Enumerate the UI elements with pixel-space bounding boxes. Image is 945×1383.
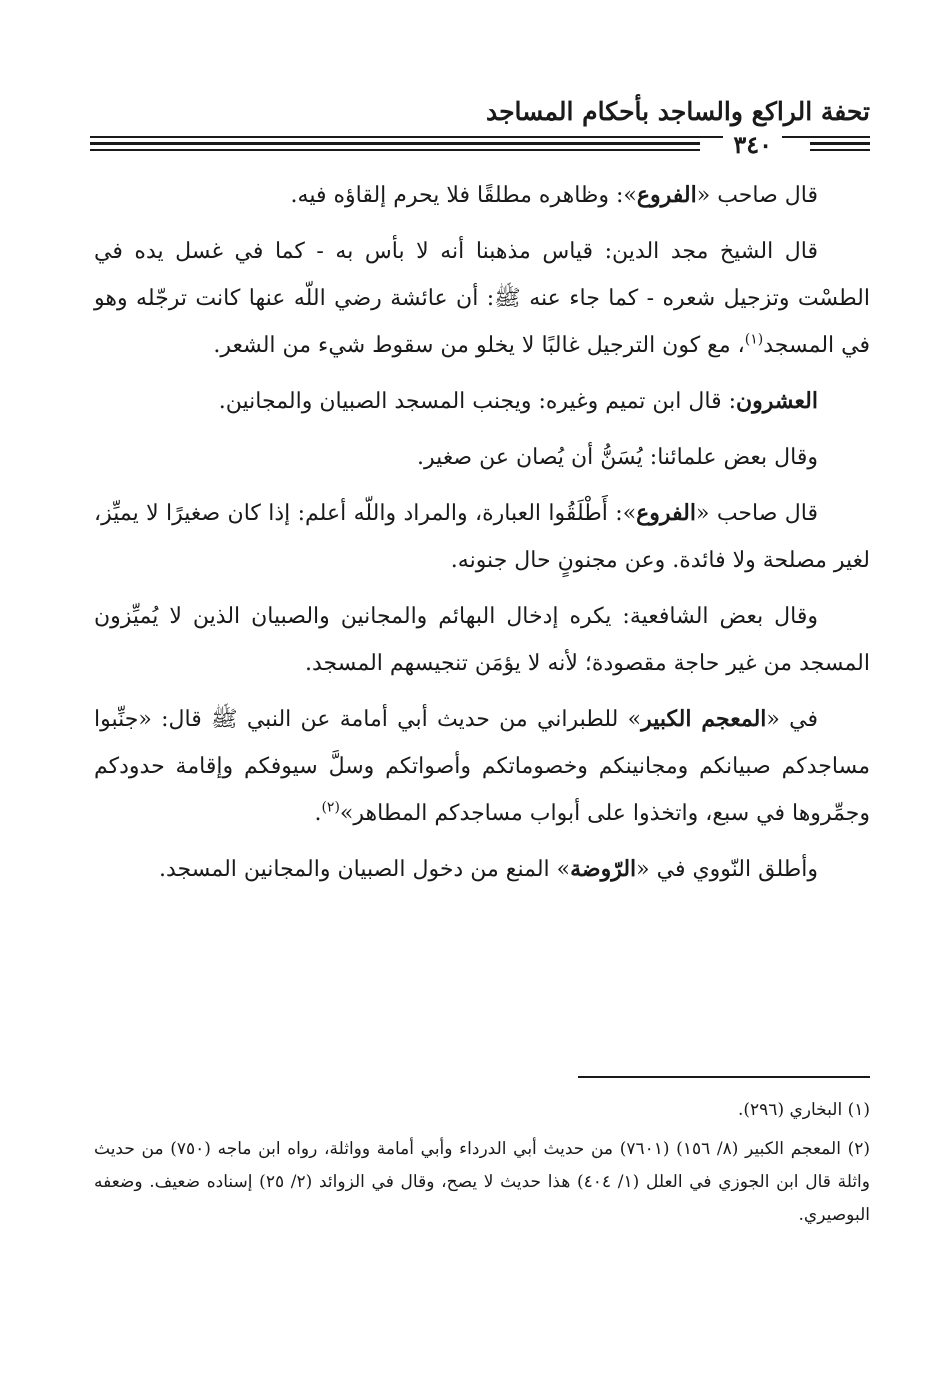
text-run: »: وظاهره مطلقًا فلا يحرم إلقاؤه فيه.	[290, 183, 637, 208]
header-rule-right	[810, 142, 870, 145]
running-header	[90, 92, 870, 159]
text-run: قال صاحب «	[696, 501, 818, 526]
footnote-2: (٢) المعجم الكبير (٨/ ١٥٦) (٧٦٠١) من حديث أبي الدرداء وأبي أمامة وواثلة، رواه ابن ماجه (٧٥٠) من حديث واثلة قال ابن الجوزي في العلل (١/ ٤٠٤) هذا حديث لا يصح، وقال في الزوائد (٢/ ٢٥) إسناده ضعيف. وضعفه البوصيري.	[94, 1139, 870, 1225]
book-title: تحفة الراكع والساجد بأحكام المساجد	[485, 97, 870, 126]
paragraph	[94, 172, 870, 219]
text-run: قال صاحب «	[696, 183, 818, 208]
footnote-ref: (٢)	[321, 799, 340, 816]
text-run: وقال بعض علمائنا: يُسَنُّ أن يُصان عن صغير.	[417, 445, 818, 470]
paragraph	[94, 228, 870, 369]
paragraph	[94, 696, 870, 837]
text-run: .	[314, 801, 322, 826]
text-run: وقال بعض الشافعية: يكره إدخال البهائم والمجانين والصبيان الذين لا يُميِّزون المسجد من غير حاجة مقصودة؛ لأنه لا يؤمَن تنجيسهم المسجد.	[94, 604, 870, 676]
text-run: : قال ابن تميم وغيره: ويجنب المسجد الصبيان والمجانين.	[218, 389, 737, 414]
bold-term: الفروع	[636, 500, 696, 526]
footnote-separator	[578, 1076, 870, 1078]
paragraph	[94, 490, 870, 584]
footnote-ref: (١)	[744, 331, 764, 348]
paragraph	[94, 846, 870, 893]
paragraph	[94, 434, 870, 481]
page-number: ٣٤٠	[723, 131, 782, 159]
bold-term: المعجم الكبير	[641, 706, 767, 732]
footnote-1: (١) البخاري (٢٩٦).	[737, 1100, 870, 1120]
text-run: » للطبراني من حديث أبي أمامة عن النبي ﷺ قال: «جنِّبوا مساجدكم صبيانكم ومجانينكم وخصوماتكم وأصواتكم وسلَّ سيوفكم وإقامة حدودكم وجمِّروها في سبع، واتخذوا على أبواب مساجدكم المطاهر»	[94, 707, 870, 826]
bold-term: الرّوضة	[570, 856, 637, 882]
text-run: »: أَطْلَقُوا العبارة، والمراد واللّه أعلم: إذا كان صغيرًا لا يميِّز، لغير مصلحة ولا فائدة. وعن مجنونٍ حال جنونه.	[94, 501, 870, 573]
header-rule-right-lower	[810, 149, 870, 151]
header-double-rule	[90, 142, 700, 145]
text-run: وأطلق النّووي في «	[636, 857, 818, 882]
paragraph	[94, 593, 870, 687]
bold-term: الفروع	[636, 182, 697, 208]
text-run: قال الشيخ مجد الدين: قياس مذهبنا أنه لا بأس به - كما في غسل يده في الطسْت وتزجيل شعره - كما جاء عنه ﷺ: أن عائشة رضي اللّه عنها كانت ترجّله وهو في المسجد	[94, 239, 870, 358]
main-text	[94, 172, 870, 902]
footnotes	[94, 1094, 870, 1238]
paragraph	[94, 378, 870, 425]
bold-term: العشرون	[736, 388, 818, 414]
text-run: في «	[766, 707, 819, 732]
header-double-rule-lower	[90, 149, 700, 151]
text-run: ، مع كون الترجيل غالبًا لا يخلو من سقوط شيء من الشعر.	[213, 333, 745, 358]
text-run: » المنع من دخول الصبيان والمجانين المسجد.	[159, 857, 571, 882]
